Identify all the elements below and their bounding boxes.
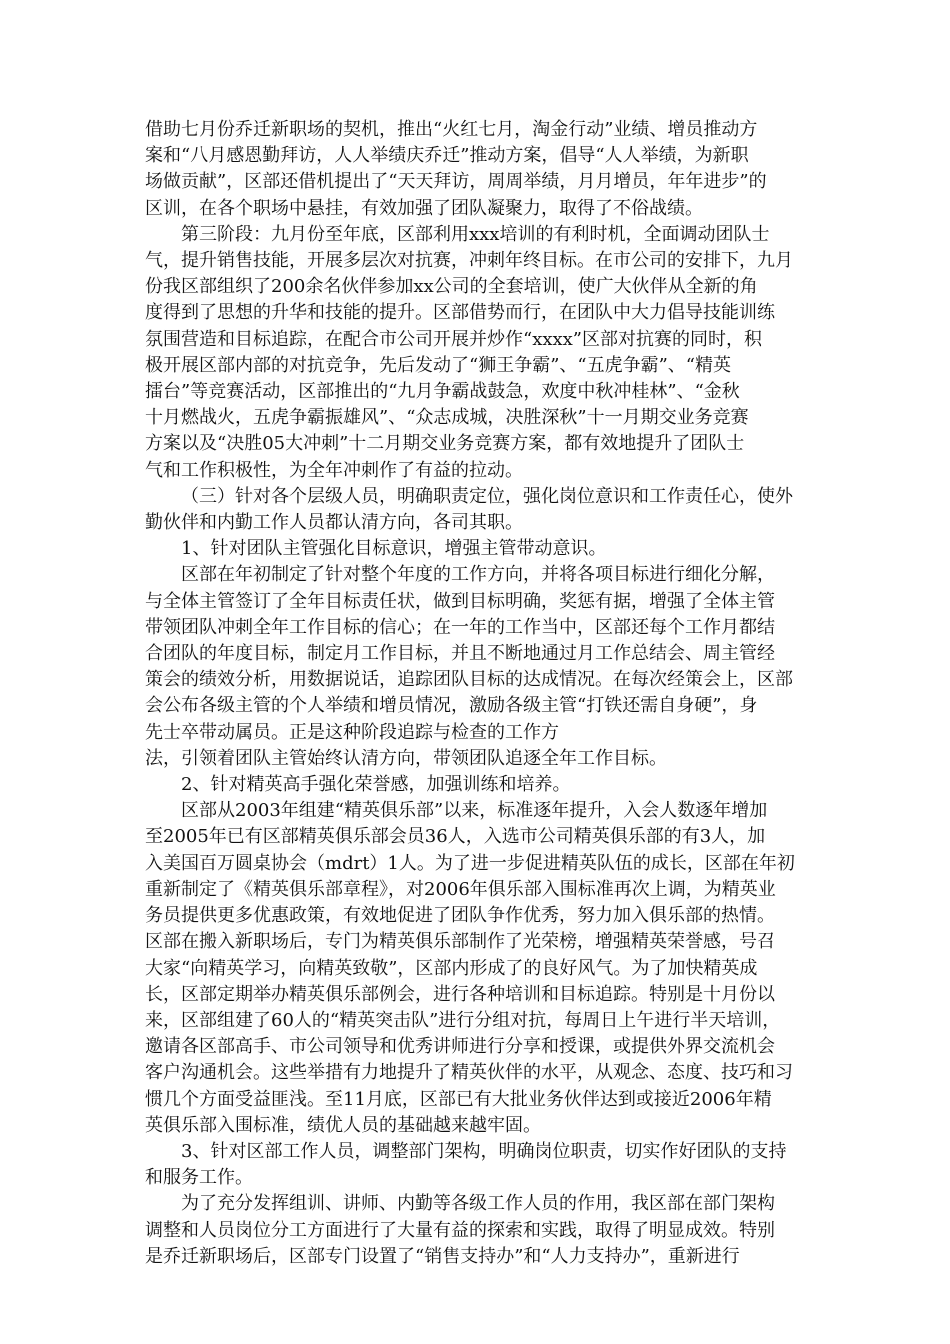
text-line: 份我区部组织了200余名伙伴参加xx公司的全套培训，使广大伙伴从全新的角 — [145, 276, 758, 298]
text-line: 极开展区部内部的对抗竞争，先后发动了“狮王争霸”、“五虎争霸”、“精英 — [145, 354, 732, 376]
text-line: 大家“向精英学习，向精英致敬”，区部内形成了的良好风气。为了加快精英成 — [145, 957, 758, 979]
text-line: 和服务工作。 — [145, 1167, 253, 1189]
text-line: 第三阶段：九月份至年底，区部利用xxx培训的有利时机，全面调动团队士 — [181, 223, 770, 245]
paragraph-5 — [145, 562, 810, 745]
text-line: 与全体主管签订了全年目标责任状，做到目标明确，奖惩有据，增强了全体主管 — [145, 590, 775, 612]
text-line: 为了充分发挥组训、讲师、内勤等各级工作人员的作用，我区部在部门架构 — [181, 1193, 775, 1215]
text-line: 惯几个方面受益匪浅。至11月底，区部已有大批业务伙伴达到或接近2006年精 — [145, 1088, 772, 1110]
text-line: （三）针对各个层级人员，明确职责定位，强化岗位意识和工作责任心，使外 — [181, 485, 793, 507]
paragraph-7 — [145, 772, 810, 798]
text-line: 重新制定了《精英俱乐部章程》，对2006年俱乐部入围标准再次上调，为精英业 — [145, 878, 776, 900]
text-line: 气，提升销售技能，开展多层次对抗赛，冲刺年终目标。在市公司的安排下，九月 — [145, 250, 793, 272]
paragraph-1 — [145, 117, 810, 222]
text-line: 至2005年已有区部精英俱乐部会员36人，入选市公司精英俱乐部的有3人，加 — [145, 826, 766, 848]
text-line: 方案以及“决胜05大冲刺”十二月期交业务竞赛方案，都有效地提升了团队士 — [145, 433, 745, 455]
text-line: 区训，在各个职场中悬挂，有效加强了团队凝聚力，取得了不俗战绩。 — [145, 197, 703, 219]
paragraph-9 — [145, 1139, 810, 1191]
text-line: 会公布各级主管的个人举绩和增员情况，激励各级主管“打铁还需自身硬”，身 — [145, 695, 758, 717]
paragraph-8 — [145, 798, 810, 1139]
text-line: 策会的绩效分析，用数据说话，追踪团队目标的达成情况。在每次经策会上，区部 — [145, 669, 793, 691]
text-line: 务员提供更多优惠政策，有效地促进了团队争作优秀，努力加入俱乐部的热情。 — [145, 905, 775, 927]
paragraph-2 — [145, 222, 810, 484]
text-line: 是乔迁新职场后，区部专门设置了“销售支持办”和“人力支持办”，重新进行 — [145, 1245, 740, 1267]
text-line: 区部在年初制定了针对整个年度的工作方向，并将各项目标进行细化分解， — [181, 564, 775, 586]
text-line: 擂台”等竞赛活动，区部推出的“九月争霸战鼓急，欢度中秋冲桂林”、“金秋 — [145, 381, 740, 403]
text-line: 场做贡献”，区部还借机提出了“天天拜访，周周举绩，月月增员，年年进步”的 — [145, 171, 767, 193]
text-line: 长，区部定期举办精英俱乐部例会，进行各种培训和目标追踪。特别是十月份以 — [145, 983, 775, 1005]
paragraph-3 — [145, 484, 810, 536]
text-line: 法，引领着团队主管始终认清方向，带领团队追逐全年工作目标。 — [145, 747, 667, 769]
text-line: 区部从2003年组建“精英俱乐部”以来，标准逐年提升，入会人数逐年增加 — [181, 800, 768, 822]
paragraph-10 — [145, 1191, 810, 1270]
text-line: 2、针对精英高手强化荣誉感，加强训练和培养。 — [181, 774, 571, 796]
text-line: 气和工作积极性，为全年冲刺作了有益的拉动。 — [145, 459, 523, 481]
text-line: 来，区部组建了60人的“精英突击队”进行分组对抗，每周日上午进行半天培训， — [145, 1009, 781, 1031]
text-line: 氛围营造和目标追踪，在配合市公司开展并炒作“xxxx”区部对抗赛的同时，积 — [145, 328, 763, 350]
text-line: 先士卒带动属员。正是这种阶段追踪与检查的工作方 — [145, 721, 559, 743]
paragraph-4 — [145, 536, 810, 562]
text-line: 调整和人员岗位分工方面进行了大量有益的探索和实践，取得了明显成效。特别 — [145, 1219, 775, 1241]
text-line: 度得到了思想的升华和技能的提升。区部借势而行，在团队中大力倡导技能训练 — [145, 302, 775, 324]
text-line: 借助七月份乔迁新职场的契机，推出“火红七月，淘金行动”业绩、增员推动方 — [145, 119, 758, 140]
text-line: 案和“八月感恩勤拜访，人人举绩庆乔迁”推动方案，倡导“人人举绩，为新职 — [145, 145, 749, 167]
document-body — [145, 117, 810, 1270]
text-line: 十月燃战火，五虎争霸振雄风”、“众志成城，决胜深秋”十一月期交业务竞赛 — [145, 407, 749, 429]
text-line: 3、针对区部工作人员，调整部门架构，明确岗位职责，切实作好团队的支持 — [181, 1140, 787, 1162]
text-line: 带领团队冲刺全年工作目标的信心；在一年的工作当中，区部还每个工作月都结 — [145, 616, 775, 638]
text-line: 英俱乐部入围标准，绩优人员的基础越来越牢固。 — [145, 1114, 541, 1136]
text-line: 区部在搬入新职场后，专门为精英俱乐部制作了光荣榜，增强精英荣誉感，号召 — [145, 931, 775, 953]
text-line: 1、针对团队主管强化目标意识，增强主管带动意识。 — [181, 538, 607, 560]
text-line: 合团队的年度目标，制定月工作目标，并且不断地通过月工作总结会、周主管经 — [145, 643, 775, 665]
paragraph-6 — [145, 746, 810, 772]
text-line: 客户沟通机会。这些举措有力地提升了精英伙伴的水平，从观念、态度、技巧和习 — [145, 1062, 793, 1084]
text-line: 入美国百万圆桌协会（mdrt）1人。为了进一步促进精英队伍的成长，区部在年初 — [145, 852, 795, 874]
text-line: 邀请各区部高手、市公司领导和优秀讲师进行分享和授课，或提供外界交流机会 — [145, 1036, 775, 1058]
text-line: 勤伙伴和内勤工作人员都认清方向，各司其职。 — [145, 512, 523, 534]
